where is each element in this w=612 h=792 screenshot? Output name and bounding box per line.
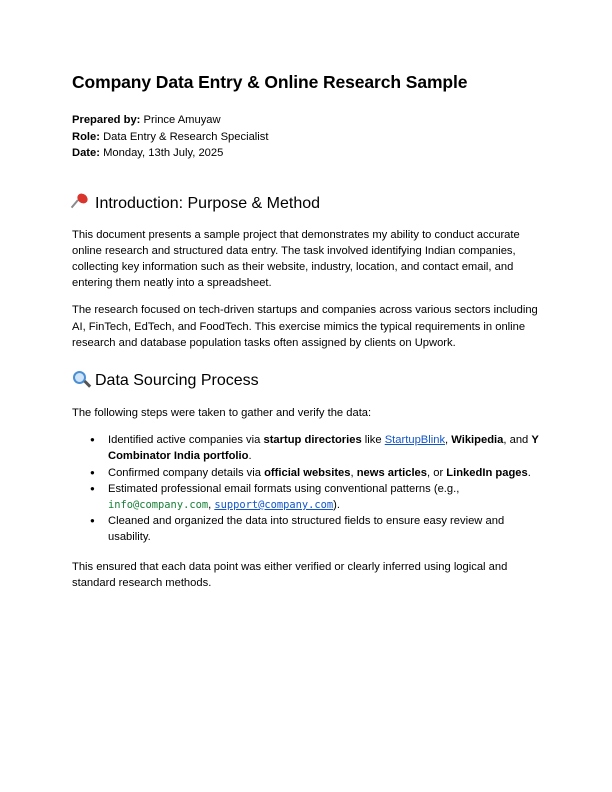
document-body <box>72 70 542 591</box>
b2-strong-1: official websites <box>264 466 351 479</box>
document-title: Company Data Entry & Online Research Sample <box>72 72 468 92</box>
list-item <box>72 432 542 464</box>
b3-text-3: ). <box>333 498 341 511</box>
info-email-code: info@company.com <box>108 498 209 511</box>
sourcing-heading-text: Data Sourcing Process <box>95 371 259 389</box>
b2-strong-2: news articles <box>356 466 427 479</box>
b1-strong-2: Wikipedia <box>451 434 504 447</box>
date-line <box>72 145 542 162</box>
b2-text-4: . <box>527 466 531 479</box>
b1-strong-3: Y Combinator India portfolio <box>108 434 539 463</box>
list-item <box>72 465 542 481</box>
b1-text-1: Identified active companies via <box>108 434 264 447</box>
intro-paragraph-2: The research focused on tech-driven startups and companies across various sectors including AI, FinTech, EdTech, and FoodTech. This exercise mimics the typical requirements in online research and database population tasks often assigned by clients on Upwork. <box>72 304 538 349</box>
list-item <box>72 513 542 545</box>
b4-text: Cleaned and organized the data into structured fields to ensure easy review and usability. <box>108 515 505 544</box>
b1-text-2: like <box>361 434 385 447</box>
magnifier-icon <box>72 370 90 388</box>
role-label: Role: <box>72 130 100 143</box>
sourcing-lead: The following steps were taken to gather and verify the data: <box>72 406 372 419</box>
sourcing-closing: This ensured that each data point was either verified or clearly inferred using logical and standard research methods. <box>72 560 508 589</box>
b1-text-5: . <box>248 450 252 463</box>
b3-text-1: Estimated professional email formats using conventional patterns (e.g., <box>108 482 460 495</box>
intro-paragraph-1: This document presents a sample project that demonstrates my ability to conduct accurate online research and structured data entry. The task involved identifying Indian companies, collecting key information such as their website, industry, location, and contact email, and entering them neatly into a spreadsheet. <box>72 228 520 290</box>
b2-text-2: , <box>350 466 357 479</box>
b1-text-4: , and <box>503 434 532 447</box>
date-value: Monday, 13th July, 2025 <box>99 147 224 159</box>
date-label: Date: <box>72 147 100 159</box>
b3-text-2: , <box>208 498 215 511</box>
role-value: Data Entry & Research Specialist <box>99 130 269 143</box>
prepared-by-line <box>72 112 542 129</box>
intro-heading <box>72 193 542 215</box>
pushpin-icon <box>72 193 90 211</box>
b1-strong-1: startup directories <box>263 434 362 447</box>
prepared-by-value: Prince Amuyaw <box>140 114 221 126</box>
prepared-by-label: Prepared by: <box>72 114 141 126</box>
b2-strong-3: LinkedIn pages <box>446 466 528 479</box>
role-line <box>72 129 542 146</box>
support-email-link[interactable]: support@company.com <box>214 498 334 511</box>
list-item <box>72 481 542 513</box>
intro-heading-text: Introduction: Purpose & Method <box>95 194 321 212</box>
startupblink-link[interactable]: StartupBlink <box>384 434 446 447</box>
sourcing-steps-list <box>72 432 542 545</box>
b1-text-3: , <box>445 434 452 447</box>
b2-text-3: , or <box>427 466 447 479</box>
document-meta <box>72 112 542 162</box>
b2-text-1: Confirmed company details via <box>108 466 265 479</box>
sourcing-heading <box>72 370 542 392</box>
